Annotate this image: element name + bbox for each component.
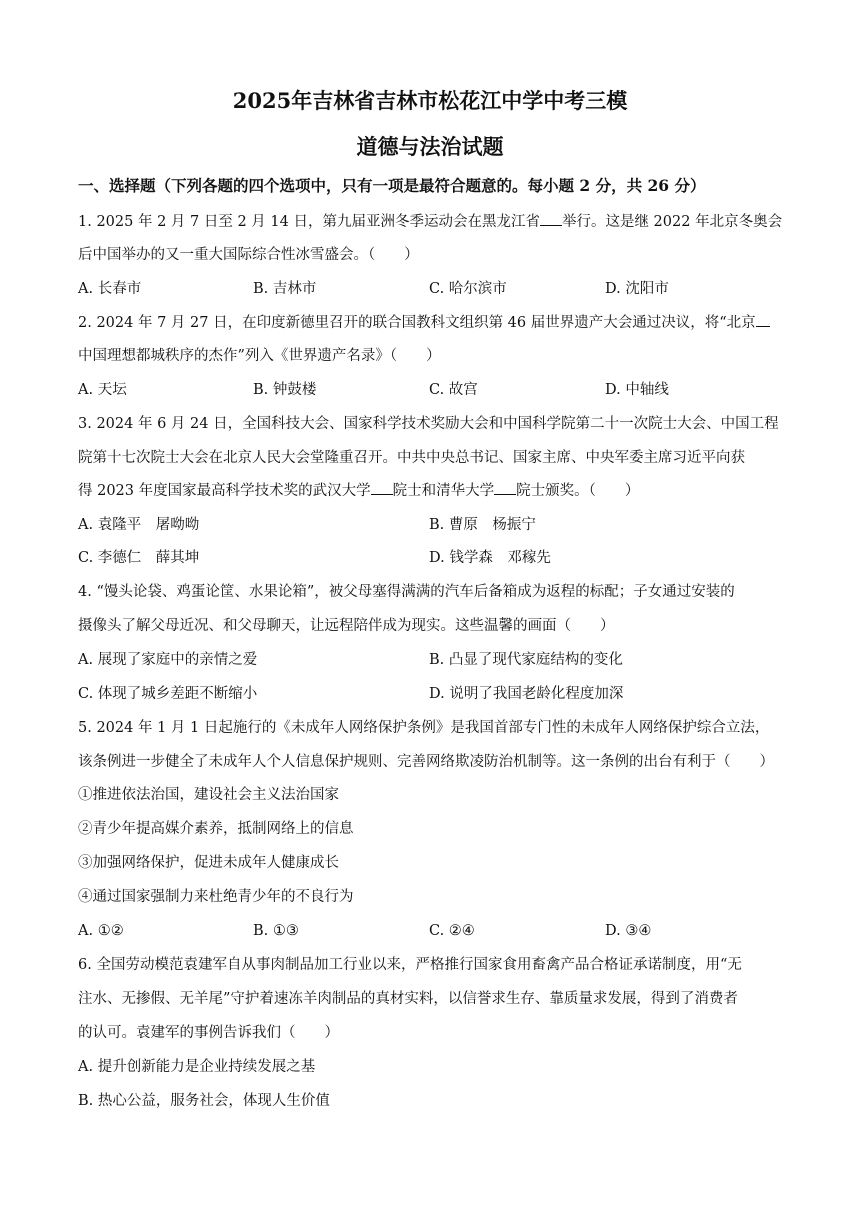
question-2-stem: 2. 2024 年 7 月 27 日，在印度新德里召开的联合国教科文组织第 46 届世界遗产大会通过决议，将“北京 [78, 312, 770, 334]
q4-option-d: D. 说明了我国老龄化程度加深 [429, 686, 624, 702]
q5-option-a: A. ①② [78, 923, 124, 939]
q5-statement-3: ③加强网络保护，促进未成年人健康成长 [78, 855, 339, 871]
q4-option-a: A. 展现了家庭中的亲情之爱 [78, 652, 258, 668]
question-4-stem: 4. “馒头论袋、鸡蛋论筐、水果论箱”，被父母塞得满满的汽车后备箱成为返程的标配；子女通过安装的 [78, 584, 735, 600]
q5-option-b: B. ①③ [253, 923, 299, 939]
q5-option-c: C. ②④ [429, 923, 475, 939]
question-2-stem-cont: 中国理想都城秩序的杰作”列入《世界遗产名录》（ ） [78, 348, 441, 364]
q4-option-b: B. 凸显了现代家庭结构的变化 [429, 652, 623, 668]
question-3-stem: 3. 2024 年 6 月 24 日，全国科技大会、国家科学技术奖励大会和中国科学院第二十一次院士大会、中国工程 [78, 416, 779, 432]
q1-option-b: B. 吉林市 [253, 281, 317, 297]
answer-blank [494, 480, 516, 495]
q1-option-c: C. 哈尔滨市 [429, 281, 507, 297]
question-3-stem-end: 得 2023 年度国家最高科学技术奖的武汉大学 院士和清华大学 院士颁奖。（ ） [78, 480, 639, 502]
q3-option-c: C. 李德仁 薛其坤 [78, 550, 200, 566]
q5-option-d: D. ③④ [605, 923, 652, 939]
question-5-stem: 5. 2024 年 1 月 1 日起施行的《未成年人网络保护条例》是我国首部专门性的未成年人网络保护综合立法， [78, 720, 770, 736]
q1-option-a: A. 长春市 [78, 281, 142, 297]
question-6-stem-cont: 注水、无掺假、无羊尾”守护着速冻羊肉制品的真材实料，以信誉求生存、靠质量求发展，得到了消费者 [78, 991, 738, 1007]
question-6-stem: 6. 全国劳动模范袁建军自从事肉制品加工行业以来，严格推行国家食用畜禽产品合格证承诺制度，用“无 [78, 957, 742, 973]
q6-option-a: A. 提升创新能力是企业持续发展之基 [78, 1059, 316, 1075]
q5-statement-4: ④通过国家强制力来杜绝青少年的不良行为 [78, 889, 354, 905]
answer-blank [540, 211, 562, 226]
q5-statement-2: ②青少年提高媒介素养，抵制网络上的信息 [78, 821, 354, 837]
q3-option-a: A. 袁隆平 屠呦呦 [78, 517, 200, 533]
q2-option-d: D. 中轴线 [605, 382, 669, 398]
question-4-stem-cont: 摄像头了解父母近况、和父母聊天，让远程陪伴成为现实。这些温馨的画面（ ） [78, 618, 615, 634]
question-5-stem-cont: 该条例进一步健全了未成年人个人信息保护规则、完善网络欺凌防治机制等。这一条例的出台有利于（ ） [78, 754, 774, 770]
exam-subtitle: 道德与法治试题 [356, 134, 504, 159]
exam-title: 2025年吉林省吉林市松花江中学中考三模 [232, 88, 628, 113]
q3-option-d: D. 钱学森 邓稼先 [429, 550, 551, 566]
q3-option-b: B. 曹原 杨振宁 [429, 517, 536, 533]
question-3-stem-cont: 院第十七次院士大会在北京人民大会堂隆重召开。中共中央总书记、国家主席、中央军委主席习近平向获 [78, 450, 745, 466]
question-1-stem: 1. 2025 年 2 月 7 日至 2 月 14 日，第九届亚洲冬季运动会在黑龙江省 举行。这是继 2022 年北京冬奥会 [78, 211, 782, 233]
answer-blank [371, 480, 393, 495]
q2-option-a: A. 天坛 [78, 382, 127, 398]
q6-option-b: B. 热心公益，服务社会，体现人生价值 [78, 1093, 330, 1109]
q2-option-c: C. 故宫 [429, 382, 478, 398]
section-heading: 一、选择题（下列各题的四个选项中，只有一项是最符合题意的。每小题 2 分，共 26 分） [78, 176, 706, 195]
q1-option-d: D. 沈阳市 [605, 281, 669, 297]
question-1-stem-cont: 后中国举办的又一重大国际综合性冰雪盛会。（ ） [78, 247, 419, 263]
q2-option-b: B. 钟鼓楼 [253, 382, 317, 398]
question-6-stem-end: 的认可。袁建军的事例告诉我们（ ） [78, 1025, 339, 1041]
q4-option-c: C. 体现了城乡差距不断缩小 [78, 686, 258, 702]
q5-statement-1: ①推进依法治国，建设社会主义法治国家 [78, 787, 339, 803]
answer-blank [756, 312, 770, 327]
